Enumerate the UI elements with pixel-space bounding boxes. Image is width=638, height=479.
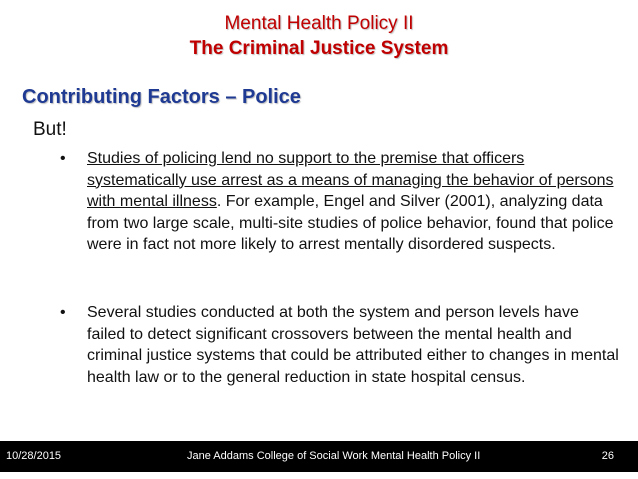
bullet-text <box>87 148 620 256</box>
slide-subtitle: The Criminal Justice System <box>189 38 449 59</box>
bullet-text: Several studies conducted at both the system and person levels have failed to detect significant crossovers between the mental health and criminal justice systems that could be attributed either to changes in mental health law or to the general reduction in state hospital census. <box>87 304 619 386</box>
footer-center-text: Jane Addams College of Social Work Mental Health Policy II <box>187 450 481 462</box>
footer-date: 10/28/2015 <box>6 450 62 462</box>
slide-title: Mental Health Policy II <box>224 13 414 34</box>
intro-text: But! <box>33 119 67 140</box>
bullet-underlined-text: Studies of policing lend no support to the premise that officers systematically use arrest as a means of managing the behavior of persons with mental illness <box>87 150 614 211</box>
page-number: 26 <box>601 450 614 462</box>
bullet-item-2 <box>60 302 620 388</box>
footer-bar <box>0 441 638 472</box>
bullet-item-1 <box>60 148 620 256</box>
bullet-marker: • <box>60 304 66 321</box>
bullet-marker: • <box>60 150 66 167</box>
bullet-rest-text: . For example, Engel and Silver (2001), analyzing data from two large scale, multi-site studies of police behavior, found that police were in fact not more likely to arrest mentally disordered suspects. <box>87 193 614 254</box>
section-heading: Contributing Factors – Police <box>22 86 301 108</box>
